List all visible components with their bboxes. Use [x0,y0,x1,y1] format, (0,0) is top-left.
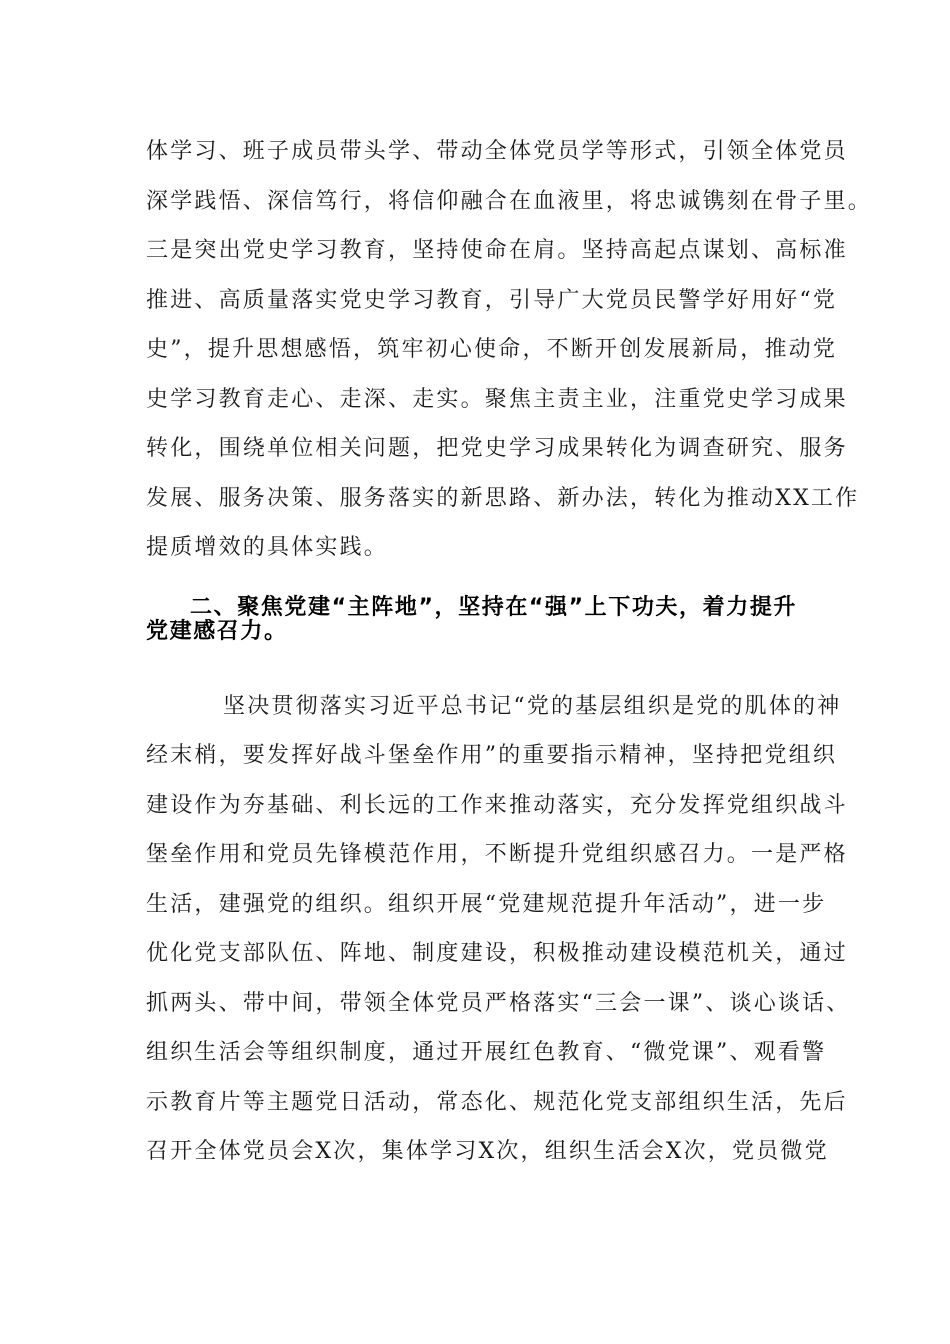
paragraph-line: 堡垒作用和党员先锋模范作用，不断提升党组织感召力。一是严格 [146,842,848,867]
heading-line: 党建感召力。 [146,619,288,644]
paragraph-line: 抓两头、带中间，带领全体党员严格落实“三会一课”、谈心谈话、 [146,991,851,1016]
paragraph-line: 组织生活会等组织制度，通过开展红色教育、“微党课”、观看警 [146,1040,827,1065]
paragraph-line: 建设作为夯基础、利长远的工作来推动落实，充分发挥党组织战斗 [146,793,848,818]
paragraph-line: 转化，围绕单位相关问题，把党史学习成果转化为调查研究、服务 [146,436,848,461]
paragraph-line: 提质增效的具体实践。 [146,535,389,560]
paragraph-line: 召开全体党员会X次，集体学习X次，组织生活会X次，党员微党 [146,1139,829,1164]
paragraph-line: 体学习、班子成员带头学、带动全体党员学等形式，引领全体党员 [146,139,848,164]
paragraph-line: 深学践悟、深信笃行，将信仰融合在血液里，将忠诚镌刻在骨子里。 [146,189,873,214]
paragraph-line: 生活，建强党的组织。组织开展“党建规范提升年活动”，进一步 [146,892,827,917]
paragraph-line: 三是突出党史学习教育，坚持使命在肩。坚持高起点谋划、高标准 [146,238,848,263]
heading-line: 二、聚焦党建“主阵地”，坚持在“强”上下功夫，着力提升 [190,595,798,620]
paragraph-line: 史学习教育走心、走深、走实。聚焦主责主业，注重党史学习成果 [146,387,848,412]
paragraph-line: 坚决贯彻落实习近平总书记“党的基层组织是党的肌体的神 [223,694,842,719]
paragraph-line: 示教育片等主题党日活动，常态化、规范化党支部组织生活，先后 [146,1090,848,1115]
paragraph-line: 史”，提升思想感悟，筑牢初心使命，不断开创发展新局，推动党 [146,337,838,362]
paragraph-line: 发展、服务决策、服务落实的新思路、新办法，转化为推动XX工作 [146,486,860,511]
paragraph-line: 经末梢，要发挥好战斗堡垒作用”的重要指示精神，坚持把党组织 [146,743,838,768]
paragraph-line: 推进、高质量落实党史学习教育，引导广大党员民警学好用好“党 [146,288,838,313]
paragraph-line: 优化党支部队伍、阵地、制度建设，积极推动建设模范机关，通过 [146,941,848,966]
